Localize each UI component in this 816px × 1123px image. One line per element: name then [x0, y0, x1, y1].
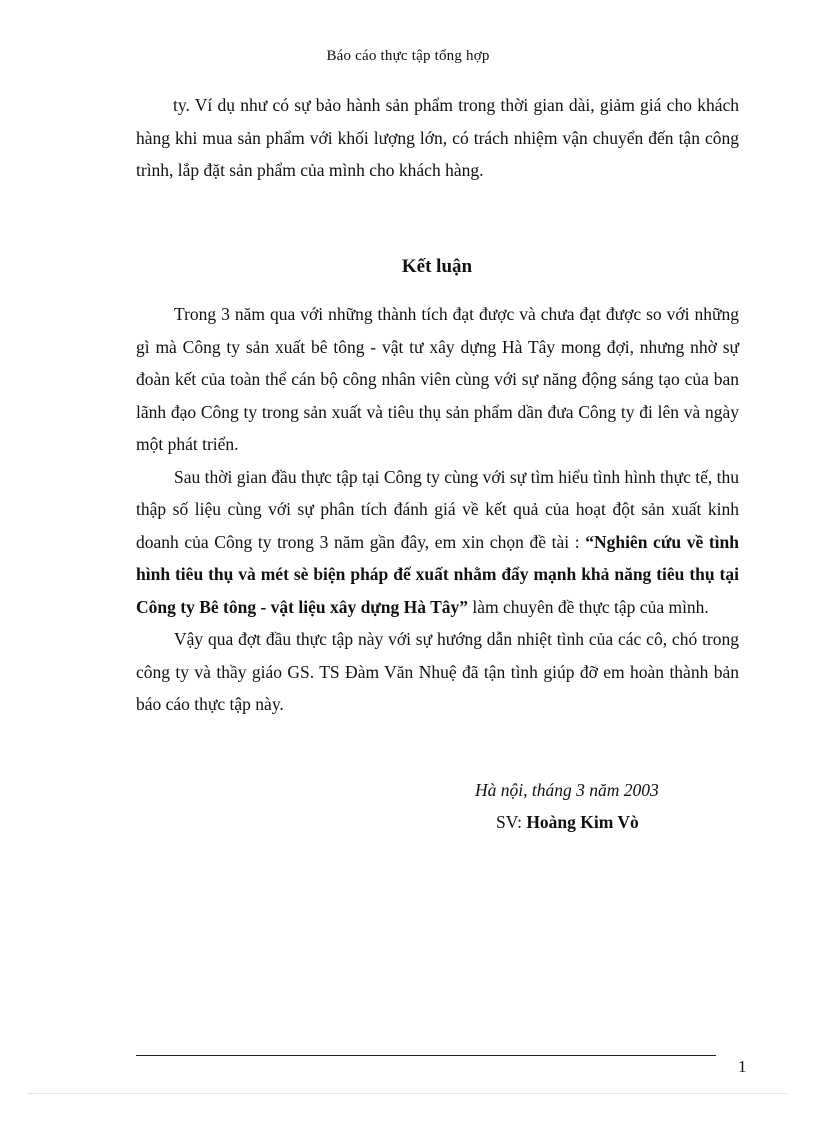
- conclusion-paragraph-2: [136, 461, 739, 624]
- conclusion-paragraph-1: Trong 3 năm qua với những thành tích đạt được và chưa đạt được so với những gì mà Công ty sản xuất bê tông - vật tư xây dựng Hà Tây mong đợi, nhưng nhờ sự đoàn kết của toàn thể cán bộ công nhân viên cùng với sự năng động sáng tạo của ban lãnh đạo Công ty trong sản xuất và tiêu thụ sản phẩm dần đưa Công ty đi lên và ngày một phát triển.: [136, 304, 739, 454]
- page-break-line: [28, 1093, 788, 1094]
- section-title: Kết luận: [401, 256, 473, 277]
- signature-date: Hà nội, tháng 3 năm 2003: [475, 780, 659, 800]
- paragraph-2-lead: Sau thời gian đầu thực tập tại Công ty cùng với sự tìm hiểu tình hình thực tế, thu thập số liệu cùng với sự phân tích đánh giá về kết quả của hoạt đột sản xuất kinh doanh của Công ty trong 3 năm gần đây, em xin chọn đề tài :: [136, 466, 739, 552]
- footer-divider: [136, 1055, 716, 1056]
- student-name: Hoàng Kim Vò: [526, 812, 639, 832]
- page-header: Báo cáo thực tập tổng hợp: [326, 48, 490, 64]
- conclusion-paragraph-3: Vậy qua đợt đầu thực tập này với sự hướng dẫn nhiệt tình của các cô, chó trong công ty và thầy giáo GS. TS Đàm Văn Nhuệ đã tận tình giúp đỡ em hoàn thành bản báo cáo thực tập này.: [136, 629, 739, 714]
- intro-paragraph: ty. Ví dụ như có sự bảo hành sản phẩm trong thời gian dài, giảm giá cho khách hàng khi mua sản phẩm với khối lượng lớn, có trách nhiệm vận chuyển đến tận công trình, lắp đặt sản phẩm của mình cho khách hàng.: [136, 95, 739, 180]
- signature-name-line: [496, 812, 796, 833]
- conclusion-body: [136, 298, 739, 721]
- signature-label: SV:: [496, 812, 527, 832]
- paragraph-2-tail: làm chuyên đề thực tập của mình.: [468, 596, 709, 617]
- thesis-topic: “Nghiên cứu về tình hình tiêu thụ và mét sè biện pháp để xuất nhằm đẩy mạnh khả năng tiêu thụ tại Công ty Bê tông - vật liệu xây dựng Hà Tây”: [136, 531, 739, 617]
- page-number: 1: [738, 1057, 747, 1076]
